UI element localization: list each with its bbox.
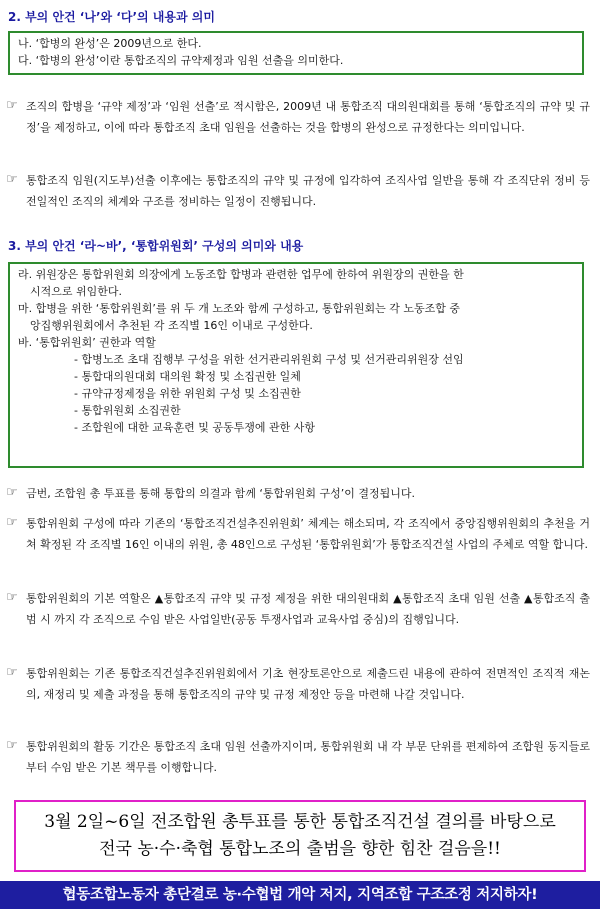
box-list-item: - 규약규정제정을 위한 위원회 구성 및 소집권한 <box>74 387 301 400</box>
paragraph <box>6 96 590 138</box>
pointing-hand-icon: ☞ <box>6 515 18 530</box>
pointing-hand-icon: ☞ <box>6 665 18 680</box>
box-list-item: - 합병노조 초대 집행부 구성을 위한 선거관리위원회 구성 및 선거관리위원장 선임 <box>74 353 464 366</box>
section2-box <box>8 31 584 75</box>
box-line: 마. 합병을 위한 ‘통합위원회’를 위 두 개 노조와 함께 구성하고, 통합위원회는 각 노동조합 중 <box>18 302 460 315</box>
pointing-hand-icon: ☞ <box>6 485 18 500</box>
paragraph <box>6 483 590 504</box>
box-list-item: - 통합대의원대회 대의원 확정 및 소집권한 일체 <box>74 370 301 383</box>
pointing-hand-icon: ☞ <box>6 738 18 753</box>
callout-line: 3월 2일~6일 전조합원 총투표를 통한 통합조직건설 결의를 바탕으로 <box>44 812 556 832</box>
box-list-item: - 조합원에 대한 교육훈련 및 공동투쟁에 관한 사항 <box>74 421 315 434</box>
paragraph-text: 통합위원회의 활동 기간은 통합조직 초대 임원 선출까지이며, 통합위원회 내 각 부문 단위를 편제하여 조합원 동지들로부터 수임 받은 기본 책무를 이행합니다. <box>26 740 590 774</box>
box-line: 나. ‘합병의 완성’은 2009년으로 한다. <box>18 37 202 50</box>
paragraph-text: 통합조직 임원(지도부)선출 이후에는 통합조직의 규약 및 규정에 입각하여 조직사업 일반을 통해 각 조직단위 정비 등 전일적인 조직의 체계와 구조를 정비하는 일정이 진행됩니다. <box>26 174 590 208</box>
section2-title: 2. 부의 안건 ‘나’와 ‘다’의 내용과 의미 <box>8 10 215 24</box>
paragraph <box>6 588 590 630</box>
pointing-hand-icon: ☞ <box>6 172 18 187</box>
box-line: 다. ‘합병의 완성’이란 통합조직의 규약제정과 임원 선출을 의미한다. <box>18 54 344 67</box>
box-line: 바. ‘통합위원회’ 권한과 역할 <box>18 336 156 349</box>
box-list-item: - 통합위원회 소집권한 <box>74 404 181 417</box>
slogan-banner: 협동조합노동자 총단결로 농·수협법 개악 저지, 지역조합 구조조정 저지하자! <box>0 881 600 909</box>
box-line: 시적으로 위임한다. <box>30 285 123 298</box>
paragraph-text: 통합위원회의 기본 역할은 ▲통합조직 규약 및 규정 제정을 위한 대의원대회 ▲통합조직 초대 임원 선출 ▲통합조직 출범 시 까지 각 조직으로 수임 받은 사업일반(공동 투쟁사업과 교육사업 중심)의 집행입니다. <box>26 592 590 626</box>
paragraph-text: 통합위원회 구성에 따라 기존의 ‘통합조직건설추진위원회’ 체계는 해소되며, 각 조직에서 중앙집행위원회의 추천을 거쳐 확정된 각 조직별 16인 이내의 위원, 총 48인으로 구성된 ‘통합위원회’가 통합조직건설 사업의 주체로 역할 합니다. <box>26 517 590 551</box>
pointing-hand-icon: ☞ <box>6 590 18 605</box>
box-line: 라. 위원장은 통합위원회 의장에게 노동조합 합병과 관련한 업무에 한하여 위원장의 권한을 한 <box>18 268 464 281</box>
paragraph-text: 통합위원회는 기존 통합조직건설추진위원회에서 기초 현장토론안으로 제출드린 내용에 관하여 전면적인 조직적 재논의, 재정리 및 제출 과정을 통해 통합조직의 규약 및 규정 제정안 등을 마련해 나갈 것입니다. <box>26 667 590 701</box>
paragraph-text: 금번, 조합원 총 투표를 통해 통합의 의결과 함께 ‘통합위원회 구성’이 결정됩니다. <box>26 487 415 500</box>
paragraph <box>6 513 590 555</box>
box-line: 앙집행위원회에서 추천된 각 조직별 16인 이내로 구성한다. <box>30 319 313 332</box>
paragraph <box>6 663 590 705</box>
section3-box <box>8 262 584 468</box>
paragraph <box>6 170 590 212</box>
callout-box <box>14 800 586 872</box>
paragraph-text: 조직의 합병을 ‘규약 제정’과 ‘임원 선출’로 적시함은, 2009년 내 통합조직 대의원대회를 통해 ‘통합조직의 규약 및 규정’을 제정하고, 이에 따라 통합조직 초대 임원을 선출하는 것을 합병의 완성으로 규정한다는 의미입니다. <box>26 100 590 134</box>
pointing-hand-icon: ☞ <box>6 98 18 113</box>
paragraph <box>6 736 590 778</box>
callout-line: 전국 농·수·축협 통합노조의 출범을 향한 힘찬 걸음을!! <box>99 839 501 859</box>
section3-title: 3. 부의 안건 ‘라~바’, ‘통합위원회’ 구성의 의미와 내용 <box>8 239 304 253</box>
